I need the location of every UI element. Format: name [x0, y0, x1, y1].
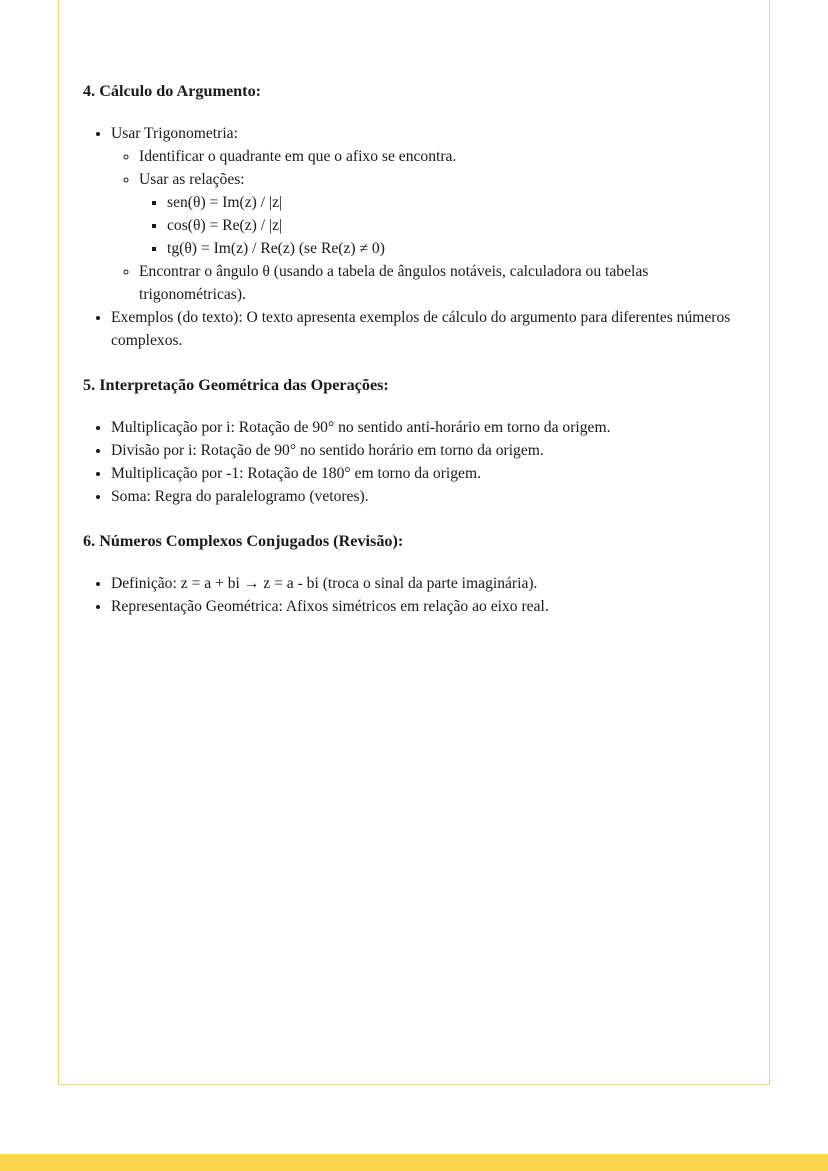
section-6-list — [83, 572, 753, 618]
list-item: ◦ Identificar o quadrante em que o afixo se encontra. — [139, 145, 753, 168]
list-item: • Divisão por i: Rotação de 90° no sentido horário em torno da origem. — [111, 439, 753, 462]
trig-sublist — [111, 145, 753, 306]
list-item — [111, 122, 753, 306]
document-content — [83, 80, 753, 640]
list-item: • Exemplos (do texto): O texto apresenta exemplos de cálculo do argumento para diferentes números complexos. — [111, 306, 753, 352]
section-5-list — [83, 416, 753, 508]
section-5-title: 5. Interpretação Geométrica das Operações: — [83, 376, 389, 394]
trig-label: Usar Trigonometria: — [111, 125, 238, 142]
list-item: • Multiplicação por i: Rotação de 90° no sentido anti-horário em torno da origem. — [111, 416, 753, 439]
relations-label: Usar as relações: — [139, 171, 245, 188]
section-4-list — [83, 122, 753, 352]
list-item: • Multiplicação por -1: Rotação de 180° em torno da origem. — [111, 462, 753, 485]
relation-sen: ▪ sen(θ) = Im(z) / |z| — [167, 191, 753, 214]
relations-list — [139, 191, 753, 260]
list-item: ◦ Encontrar o ângulo θ (usando a tabela de ângulos notáveis, calculadora ou tabelas trigonométricas). — [139, 260, 753, 306]
section-4-title: 4. Cálculo do Argumento: — [83, 82, 262, 100]
list-item: • Representação Geométrica: Afixos simétricos em relação ao eixo real. — [111, 595, 753, 618]
section-6-title: 6. Números Complexos Conjugados (Revisão): — [83, 532, 404, 550]
relation-tg: ▪ tg(θ) = Im(z) / Re(z) (se Re(z) ≠ 0) — [167, 237, 753, 260]
relation-cos: ▪ cos(θ) = Re(z) / |z| — [167, 214, 753, 237]
list-item: • Definição: z = a + bi → z = a - bi (troca o sinal da parte imaginária). — [111, 572, 753, 595]
list-item — [139, 168, 753, 260]
footer-bar — [0, 1154, 828, 1171]
list-item: • Soma: Regra do paralelogramo (vetores). — [111, 485, 753, 508]
